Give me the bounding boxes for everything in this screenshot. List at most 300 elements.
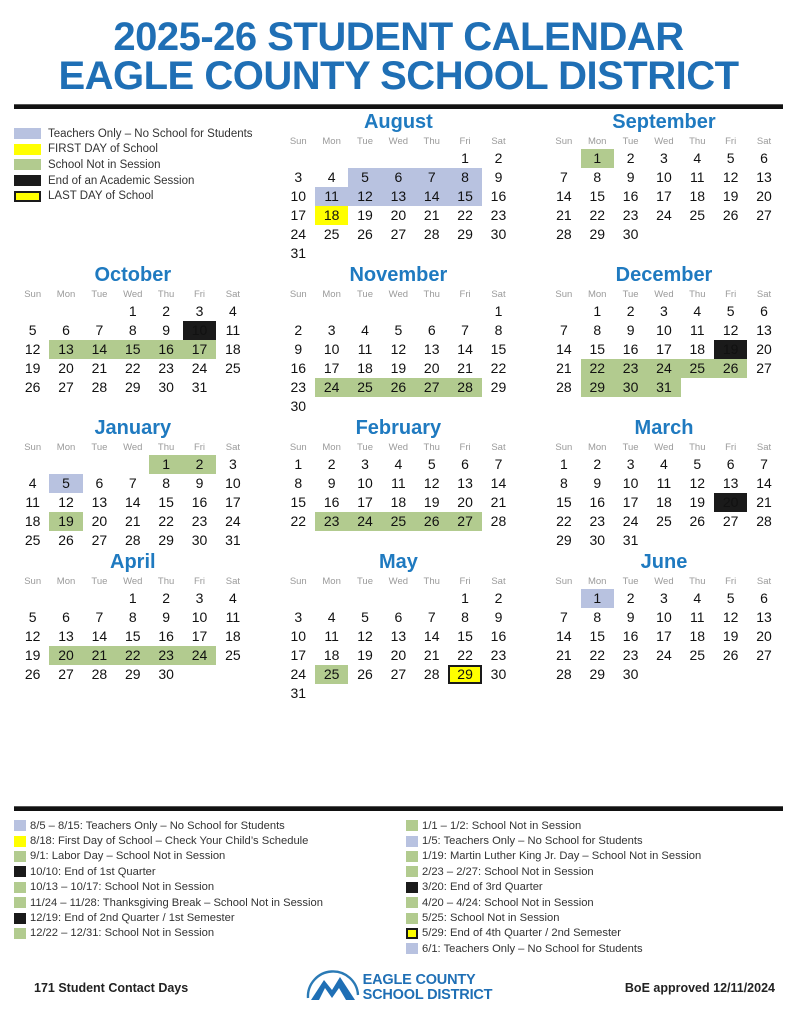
day-cell: 16 bbox=[290, 360, 307, 376]
bottom-legend-row bbox=[14, 910, 398, 925]
bottom-legend-row bbox=[406, 864, 782, 879]
day-cell: 21 bbox=[457, 360, 473, 376]
day-cell: 21 bbox=[556, 647, 572, 663]
day-cell: 10 bbox=[183, 321, 216, 340]
weekday-header-sat: Sat bbox=[491, 289, 506, 300]
day-cell-empty bbox=[83, 589, 116, 608]
page-title-line1: 2025-26 STUDENT CALENDAR bbox=[113, 15, 684, 59]
week-row bbox=[282, 627, 516, 646]
day-cell: 20 bbox=[390, 207, 407, 223]
bottom-legend-row bbox=[406, 941, 782, 956]
day-cell: 18 bbox=[689, 188, 706, 204]
weekday-header-mon: Mon bbox=[587, 442, 607, 453]
day-cell: 28 bbox=[756, 513, 772, 529]
weekday-header-thu: Thu bbox=[689, 576, 706, 587]
month-grid bbox=[16, 576, 250, 684]
weekday-header-wed: Wed bbox=[123, 289, 143, 300]
bottom-legend-row bbox=[406, 895, 782, 910]
week-row bbox=[547, 474, 781, 493]
day-cell-empty bbox=[382, 302, 415, 321]
day-cell: 30 bbox=[158, 666, 174, 682]
legend-swatch bbox=[406, 928, 418, 939]
week-row bbox=[282, 646, 516, 665]
day-cell: 5 bbox=[726, 590, 735, 606]
day-cell: 2 bbox=[327, 456, 336, 472]
day-cell: 9 bbox=[294, 341, 303, 357]
day-cell-empty bbox=[382, 244, 415, 263]
month-december bbox=[531, 263, 797, 416]
month-grid bbox=[547, 442, 781, 550]
day-cell: 4 bbox=[693, 303, 702, 319]
weekday-header-row bbox=[282, 442, 516, 455]
day-cell: 28 bbox=[91, 666, 108, 682]
month-grid bbox=[547, 136, 781, 244]
day-cell: 10 bbox=[323, 341, 340, 357]
day-cell: 8 bbox=[461, 609, 469, 625]
bottom-legend-row bbox=[406, 926, 782, 941]
day-cell: 28 bbox=[448, 378, 481, 397]
day-cell: 9 bbox=[494, 169, 503, 185]
month-grid bbox=[547, 576, 781, 684]
day-cell: 11 bbox=[656, 475, 672, 491]
day-cell: 13 bbox=[457, 475, 473, 491]
week-row bbox=[282, 225, 516, 244]
day-cell: 13 bbox=[756, 169, 772, 185]
bottom-legend-left-column bbox=[14, 818, 398, 957]
month-october bbox=[0, 263, 266, 416]
day-cell: 5 bbox=[348, 168, 381, 187]
legend-swatch bbox=[406, 882, 418, 893]
day-cell: 23 bbox=[149, 646, 182, 665]
day-cell: 26 bbox=[357, 226, 373, 242]
weekday-header-sat: Sat bbox=[225, 442, 240, 453]
weekday-header-tue: Tue bbox=[356, 576, 373, 587]
weekday-header-row bbox=[547, 136, 781, 149]
day-cell: 21 bbox=[556, 360, 572, 376]
weekday-header-mon: Mon bbox=[56, 289, 76, 300]
day-cell: 15 bbox=[290, 494, 307, 510]
day-cell: 28 bbox=[556, 666, 572, 682]
day-cell: 23 bbox=[158, 360, 174, 376]
bottom-legend-label: 5/29: End of 4th Quarter / 2nd Semester bbox=[422, 927, 622, 940]
weekday-header-mon: Mon bbox=[322, 136, 341, 147]
day-cell: 10 bbox=[290, 188, 307, 204]
legend-swatch bbox=[14, 836, 26, 847]
month-row bbox=[0, 416, 797, 550]
weekday-header-wed: Wed bbox=[388, 136, 409, 147]
weekday-header-mon: Mon bbox=[56, 576, 76, 587]
bottom-legend-label: 1/5: Teachers Only – No School for Students bbox=[422, 835, 643, 848]
weekday-header-sat: Sat bbox=[756, 289, 772, 300]
day-cell: 17 bbox=[357, 494, 373, 510]
day-cell: 27 bbox=[756, 360, 772, 376]
day-cell: 12 bbox=[348, 187, 381, 206]
day-cell: 1 bbox=[581, 149, 614, 168]
day-cell: 24 bbox=[315, 378, 348, 397]
day-cell: 7 bbox=[461, 322, 469, 338]
weekday-header-fri: Fri bbox=[193, 576, 206, 587]
legend-swatch bbox=[14, 928, 26, 939]
day-cell-empty bbox=[547, 149, 580, 168]
bottom-legend-label: 8/5 – 8/15: Teachers Only – No School for Students bbox=[30, 819, 285, 832]
day-cell: 3 bbox=[327, 322, 336, 338]
day-cell-empty bbox=[348, 684, 381, 703]
logo-line2: SCHOOL DISTRICT bbox=[362, 986, 493, 1003]
day-cell: 4 bbox=[660, 456, 668, 472]
weekday-header-tue: Tue bbox=[622, 576, 639, 587]
month-august bbox=[266, 110, 532, 263]
month-june bbox=[531, 550, 797, 703]
day-cell-empty bbox=[315, 684, 348, 703]
bottom-legend-label: 11/24 – 11/28: Thanksgiving Break – School Not in Session bbox=[30, 896, 323, 909]
weekday-header-wed: Wed bbox=[388, 576, 409, 587]
day-cell: 30 bbox=[290, 398, 307, 414]
top-legend-label: School Not in Session bbox=[48, 158, 161, 171]
day-cell-empty bbox=[315, 244, 348, 263]
legend-swatch bbox=[14, 882, 26, 893]
week-row bbox=[282, 493, 516, 512]
week-row bbox=[547, 302, 781, 321]
day-cell: 25 bbox=[689, 207, 706, 223]
day-cell: 17 bbox=[290, 647, 307, 663]
day-cell: 16 bbox=[490, 188, 507, 204]
day-cell: 12 bbox=[24, 628, 41, 644]
day-cell: 11 bbox=[391, 475, 406, 491]
week-row bbox=[282, 512, 516, 531]
day-cell: 20 bbox=[49, 646, 82, 665]
week-row bbox=[547, 589, 781, 608]
week-row bbox=[282, 684, 516, 703]
day-cell: 29 bbox=[581, 378, 614, 397]
weekday-header-tue: Tue bbox=[356, 289, 373, 300]
bottom-legend-row bbox=[14, 880, 398, 895]
day-cell: 11 bbox=[25, 494, 40, 510]
day-cell-empty bbox=[415, 684, 448, 703]
top-legend-label: FIRST DAY of School bbox=[48, 143, 158, 156]
day-cell-empty bbox=[482, 684, 515, 703]
day-cell-empty bbox=[282, 149, 315, 168]
day-cell: 25 bbox=[382, 512, 415, 531]
day-cell: 22 bbox=[556, 513, 572, 529]
day-cell: 18 bbox=[390, 494, 407, 510]
week-row bbox=[282, 397, 516, 416]
month-november bbox=[266, 263, 532, 416]
day-cell: 7 bbox=[760, 456, 768, 472]
day-cell: 28 bbox=[490, 513, 507, 529]
day-cell: 14 bbox=[556, 628, 572, 644]
week-row bbox=[547, 206, 781, 225]
day-cell: 25 bbox=[225, 647, 241, 663]
day-cell: 2 bbox=[494, 590, 503, 606]
week-row bbox=[16, 512, 250, 531]
week-row bbox=[16, 665, 250, 684]
day-cell: 8 bbox=[128, 322, 137, 338]
day-cell: 5 bbox=[427, 456, 436, 472]
day-cell: 19 bbox=[689, 494, 706, 510]
day-cell: 23 bbox=[614, 359, 647, 378]
day-cell-empty bbox=[681, 665, 714, 684]
day-cell: 13 bbox=[756, 609, 772, 625]
week-row bbox=[16, 455, 250, 474]
bottom-legend-label: 1/19: Martin Luther King Jr. Day – School Not in Session bbox=[422, 850, 702, 863]
day-cell-empty bbox=[747, 225, 780, 244]
day-cell: 25 bbox=[656, 513, 672, 529]
day-cell: 5 bbox=[28, 609, 37, 625]
day-cell: 5 bbox=[28, 322, 37, 338]
day-cell: 15 bbox=[589, 628, 606, 644]
day-cell-empty bbox=[714, 665, 747, 684]
legend-swatch bbox=[14, 866, 26, 877]
day-cell: 25 bbox=[225, 360, 241, 376]
day-cell: 22 bbox=[589, 647, 606, 663]
day-cell: 2 bbox=[626, 150, 635, 166]
weekday-header-thu: Thu bbox=[157, 576, 175, 587]
day-cell: 12 bbox=[390, 341, 407, 357]
weekday-header-row bbox=[547, 289, 781, 302]
week-row bbox=[16, 646, 250, 665]
week-row bbox=[547, 493, 781, 512]
week-row bbox=[547, 359, 781, 378]
day-cell: 21 bbox=[556, 207, 572, 223]
day-cell: 8 bbox=[494, 322, 503, 338]
bottom-legend-row bbox=[14, 926, 398, 941]
day-cell: 18 bbox=[24, 513, 41, 529]
weekday-header-sun: Sun bbox=[289, 136, 307, 147]
day-cell: 3 bbox=[660, 590, 668, 606]
day-cell: 24 bbox=[191, 360, 208, 376]
weekday-header-tue: Tue bbox=[91, 442, 108, 453]
day-cell: 19 bbox=[357, 647, 373, 663]
day-cell: 19 bbox=[722, 628, 739, 644]
day-cell: 10 bbox=[656, 169, 672, 185]
bottom-legend-row bbox=[406, 818, 782, 833]
day-cell: 30 bbox=[589, 532, 606, 548]
day-cell: 30 bbox=[191, 532, 208, 548]
day-cell: 19 bbox=[714, 340, 747, 359]
day-cell: 3 bbox=[361, 456, 369, 472]
bottom-legend-label: 8/18: First Day of School – Check Your Child’s Schedule bbox=[30, 835, 309, 848]
day-cell: 14 bbox=[490, 475, 507, 491]
month-grid bbox=[547, 289, 781, 397]
month-title: April bbox=[110, 551, 156, 573]
day-cell: 3 bbox=[195, 303, 204, 319]
week-row bbox=[547, 512, 781, 531]
day-cell-empty bbox=[714, 225, 747, 244]
day-cell: 5 bbox=[693, 456, 702, 472]
day-cell-empty bbox=[681, 378, 714, 397]
legend-swatch bbox=[406, 866, 418, 877]
day-cell: 12 bbox=[689, 475, 706, 491]
day-cell: 10 bbox=[290, 628, 307, 644]
day-cell: 13 bbox=[91, 494, 108, 510]
weekday-header-fri: Fri bbox=[725, 442, 737, 453]
day-cell: 6 bbox=[726, 456, 735, 472]
week-row bbox=[16, 531, 250, 550]
day-cell: 17 bbox=[290, 207, 307, 223]
week-row bbox=[282, 378, 516, 397]
weekday-header-mon: Mon bbox=[56, 442, 76, 453]
day-cell-empty bbox=[415, 302, 448, 321]
bottom-legend-label: 12/19: End of 2nd Quarter / 1st Semester bbox=[30, 912, 235, 925]
day-cell: 1 bbox=[494, 303, 503, 319]
day-cell: 2 bbox=[593, 456, 602, 472]
bottom-legend-row bbox=[14, 849, 398, 864]
day-cell: 4 bbox=[28, 475, 37, 491]
day-cell: 14 bbox=[415, 187, 448, 206]
day-cell-empty bbox=[382, 149, 415, 168]
student-contact-days: 171 Student Contact Days bbox=[34, 980, 189, 995]
month-grid bbox=[16, 289, 250, 397]
month-grid bbox=[282, 442, 516, 531]
day-cell: 2 bbox=[162, 590, 171, 606]
legend-swatch bbox=[406, 820, 418, 831]
day-cell-empty bbox=[216, 665, 249, 684]
top-legend-label: Teachers Only – No School for Students bbox=[48, 127, 253, 140]
day-cell: 24 bbox=[183, 646, 216, 665]
weekday-header-row bbox=[547, 576, 781, 589]
week-row bbox=[282, 340, 516, 359]
week-row bbox=[282, 187, 516, 206]
day-cell: 16 bbox=[323, 494, 340, 510]
month-title: August bbox=[363, 111, 433, 133]
day-cell: 12 bbox=[423, 475, 440, 491]
day-cell: 2 bbox=[494, 150, 503, 166]
day-cell: 7 bbox=[494, 456, 503, 472]
day-cell: 17 bbox=[191, 628, 208, 644]
day-cell: 26 bbox=[722, 647, 739, 663]
district-logo bbox=[300, 968, 497, 1007]
day-cell: 30 bbox=[614, 378, 647, 397]
day-cell: 13 bbox=[423, 341, 440, 357]
day-cell: 10 bbox=[191, 609, 208, 625]
day-cell: 12 bbox=[58, 494, 74, 510]
day-cell: 11 bbox=[225, 322, 241, 338]
day-cell: 26 bbox=[689, 513, 706, 529]
day-cell: 27 bbox=[58, 379, 74, 395]
day-cell: 4 bbox=[327, 169, 336, 185]
weekday-header-sat: Sat bbox=[756, 576, 772, 587]
bottom-legend-row bbox=[14, 833, 398, 848]
day-cell-empty bbox=[415, 244, 448, 263]
day-cell: 14 bbox=[423, 628, 440, 644]
weekday-header-sat: Sat bbox=[756, 442, 772, 453]
day-cell: 6 bbox=[95, 475, 104, 491]
day-cell: 18 bbox=[225, 341, 241, 357]
day-cell-empty bbox=[315, 397, 348, 416]
day-cell: 4 bbox=[394, 456, 403, 472]
day-cell: 15 bbox=[158, 494, 174, 510]
day-cell: 16 bbox=[622, 628, 639, 644]
weekday-header-row bbox=[547, 442, 781, 455]
day-cell: 4 bbox=[693, 590, 702, 606]
weekday-header-tue: Tue bbox=[91, 289, 108, 300]
day-cell: 28 bbox=[124, 532, 141, 548]
day-cell: 30 bbox=[490, 226, 507, 242]
day-cell-empty bbox=[83, 302, 116, 321]
bottom-legend-row bbox=[14, 895, 398, 910]
day-cell-empty bbox=[16, 589, 49, 608]
bottom-legend-label: 10/13 – 10/17: School Not in Session bbox=[30, 881, 215, 894]
day-cell: 12 bbox=[24, 341, 41, 357]
day-cell-empty bbox=[315, 302, 348, 321]
weekday-header-row bbox=[16, 576, 250, 589]
legend-swatch bbox=[406, 836, 418, 847]
day-cell-empty bbox=[282, 589, 315, 608]
month-grid bbox=[282, 289, 516, 416]
weekday-header-sun: Sun bbox=[24, 289, 42, 300]
day-cell: 17 bbox=[622, 494, 639, 510]
day-cell-empty bbox=[348, 397, 381, 416]
day-cell-empty bbox=[415, 397, 448, 416]
month-grid bbox=[282, 576, 516, 703]
weekday-header-mon: Mon bbox=[322, 576, 341, 587]
weekday-header-wed: Wed bbox=[654, 136, 674, 147]
day-cell: 27 bbox=[722, 513, 739, 529]
weekday-header-sun: Sun bbox=[289, 289, 307, 300]
week-row bbox=[282, 665, 516, 684]
day-cell: 9 bbox=[626, 322, 635, 338]
day-cell-empty bbox=[448, 684, 481, 703]
day-cell: 9 bbox=[162, 322, 171, 338]
day-cell: 27 bbox=[448, 512, 481, 531]
day-cell-empty bbox=[49, 302, 82, 321]
day-cell: 10 bbox=[656, 322, 672, 338]
weekday-header-sat: Sat bbox=[225, 576, 240, 587]
bottom-legend-row bbox=[406, 833, 782, 848]
day-cell: 1 bbox=[581, 589, 614, 608]
day-cell-empty bbox=[382, 397, 415, 416]
day-cell: 22 bbox=[124, 360, 141, 376]
day-cell-empty bbox=[482, 244, 515, 263]
day-cell: 26 bbox=[714, 359, 747, 378]
day-cell: 11 bbox=[315, 187, 348, 206]
day-cell: 26 bbox=[24, 666, 41, 682]
month-title: December bbox=[615, 264, 713, 286]
day-cell: 15 bbox=[448, 187, 481, 206]
day-cell: 31 bbox=[647, 378, 680, 397]
day-cell: 8 bbox=[162, 475, 171, 491]
week-row bbox=[547, 340, 781, 359]
day-cell: 18 bbox=[323, 647, 340, 663]
boe-approval: BoE approved 12/11/2024 bbox=[624, 980, 775, 995]
bottom-legend-right-column bbox=[398, 818, 782, 957]
weekday-header-tue: Tue bbox=[622, 136, 639, 147]
weekday-header-wed: Wed bbox=[123, 442, 143, 453]
day-cell: 21 bbox=[756, 494, 772, 510]
day-cell: 16 bbox=[149, 340, 182, 359]
day-cell: 25 bbox=[689, 647, 706, 663]
day-cell-empty bbox=[315, 149, 348, 168]
day-cell: 28 bbox=[423, 226, 440, 242]
weekday-header-thu: Thu bbox=[689, 136, 706, 147]
month-row bbox=[0, 550, 797, 703]
bottom-legend-label: 3/20: End of 3rd Quarter bbox=[422, 881, 543, 894]
day-cell: 3 bbox=[660, 303, 668, 319]
day-cell: 30 bbox=[158, 379, 174, 395]
day-cell: 20 bbox=[91, 513, 108, 529]
day-cell: 28 bbox=[556, 226, 572, 242]
day-cell: 10 bbox=[225, 475, 241, 491]
day-cell: 22 bbox=[490, 360, 507, 376]
day-cell-empty bbox=[747, 378, 780, 397]
month-april bbox=[0, 550, 266, 703]
weekday-header-sun: Sun bbox=[24, 442, 42, 453]
day-cell: 17 bbox=[656, 341, 672, 357]
day-cell: 14 bbox=[91, 628, 108, 644]
day-cell: 26 bbox=[24, 379, 41, 395]
week-row bbox=[282, 589, 516, 608]
day-cell: 1 bbox=[128, 590, 137, 606]
